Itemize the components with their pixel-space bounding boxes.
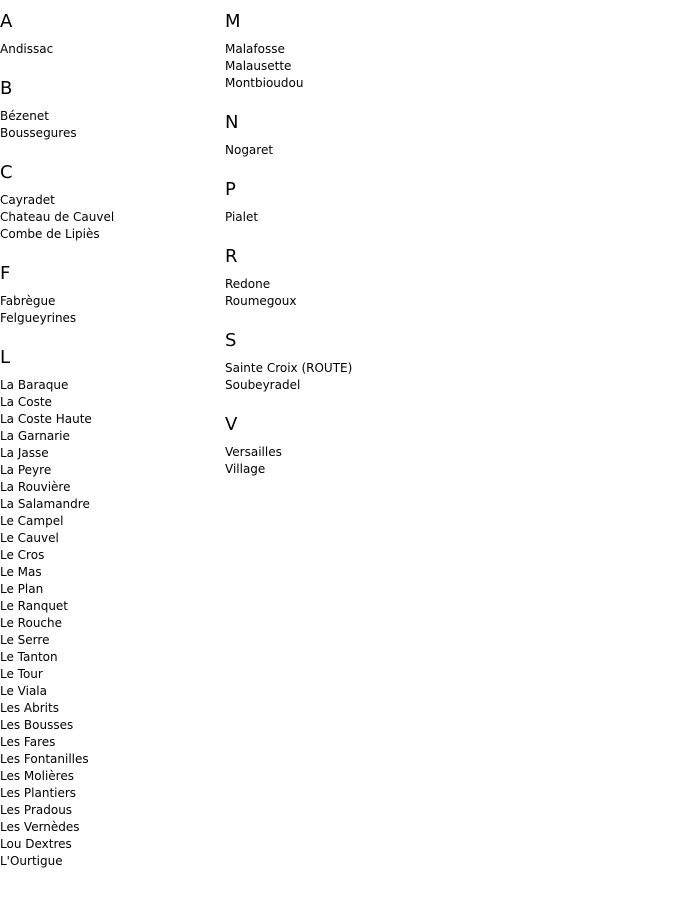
letter-group-v <box>225 414 525 478</box>
place-link[interactable]: Le Campel <box>0 514 64 528</box>
letter-group-c <box>0 162 220 243</box>
place-list <box>225 276 525 310</box>
place-list <box>0 377 220 870</box>
place-link[interactable]: Le Mas <box>0 565 42 579</box>
letter-group-a <box>0 11 220 58</box>
place-link[interactable]: La Rouvière <box>0 480 71 494</box>
place-link[interactable]: La Coste <box>0 395 52 409</box>
letter-group-f <box>0 263 220 327</box>
place-link[interactable]: Le Tanton <box>0 650 58 664</box>
place-link[interactable]: Andissac <box>0 42 54 56</box>
place-list <box>0 192 220 243</box>
letter-group-p <box>225 179 525 226</box>
place-link[interactable]: La Peyre <box>0 463 52 477</box>
place-link[interactable]: Cayradet <box>0 193 55 207</box>
place-link[interactable]: Le Serre <box>0 633 50 647</box>
place-link[interactable]: Les Fontanilles <box>0 752 89 766</box>
letter-heading: P <box>225 179 236 200</box>
place-link[interactable]: Boussegures <box>0 126 77 140</box>
place-link[interactable]: Felgueyrines <box>0 311 77 325</box>
letter-heading: B <box>0 78 13 99</box>
letter-group-n <box>225 112 525 159</box>
index-column-left <box>0 0 220 870</box>
letter-group-s <box>225 330 525 394</box>
place-link[interactable]: Le Plan <box>0 582 44 596</box>
place-link[interactable]: Les Bousses <box>0 718 74 732</box>
place-link[interactable]: Les Abrits <box>0 701 59 715</box>
place-list <box>0 108 220 142</box>
letter-heading: V <box>225 414 238 435</box>
place-link[interactable]: Malafosse <box>225 42 285 56</box>
place-link[interactable]: La Garnarie <box>0 429 70 443</box>
place-link[interactable]: Sainte Croix (ROUTE) <box>225 361 353 375</box>
place-link[interactable]: Roumegoux <box>225 294 297 308</box>
letter-heading: R <box>225 246 238 267</box>
place-list <box>0 293 220 327</box>
place-link[interactable]: La Baraque <box>0 378 69 392</box>
place-link[interactable]: Bézenet <box>0 109 49 123</box>
place-link[interactable]: Combe de Lipiès <box>0 227 100 241</box>
letter-heading: N <box>225 112 239 133</box>
place-list <box>225 142 525 159</box>
place-link[interactable]: Nogaret <box>225 143 274 157</box>
place-link[interactable]: Montbioudou <box>225 76 304 90</box>
place-link[interactable]: Les Vernèdes <box>0 820 80 834</box>
place-link[interactable]: Les Pradous <box>0 803 73 817</box>
place-link[interactable]: Les Plantiers <box>0 786 77 800</box>
letter-group-m <box>225 11 525 92</box>
place-list <box>225 41 525 92</box>
place-link[interactable]: Village <box>225 462 266 476</box>
letter-heading: A <box>0 11 13 32</box>
place-link[interactable]: L'Ourtigue <box>0 854 63 868</box>
place-list <box>225 444 525 478</box>
letter-heading: M <box>225 11 241 32</box>
letter-group-r <box>225 246 525 310</box>
place-link[interactable]: La Salamandre <box>0 497 90 511</box>
place-link[interactable]: Malausette <box>225 59 292 73</box>
place-link[interactable]: Versailles <box>225 445 282 459</box>
place-link[interactable]: La Jasse <box>0 446 49 460</box>
place-link[interactable]: Le Cros <box>0 548 45 562</box>
place-link[interactable]: Pialet <box>225 210 259 224</box>
place-link[interactable]: Le Cauvel <box>0 531 59 545</box>
letter-group-b <box>0 78 220 142</box>
letter-heading: C <box>0 162 13 183</box>
place-link[interactable]: Le Tour <box>0 667 43 681</box>
letter-group-l <box>0 347 220 870</box>
place-list <box>225 209 525 226</box>
place-list <box>225 360 525 394</box>
place-link[interactable]: Le Ranquet <box>0 599 69 613</box>
place-link[interactable]: Redone <box>225 277 271 291</box>
place-link[interactable]: Le Rouche <box>0 616 63 630</box>
place-link[interactable]: Lou Dextres <box>0 837 72 851</box>
place-link[interactable]: Les Molières <box>0 769 74 783</box>
place-link[interactable]: Le Viala <box>0 684 47 698</box>
place-link[interactable]: Les Fares <box>0 735 56 749</box>
place-list <box>0 41 220 58</box>
index-column-right <box>225 0 525 478</box>
letter-heading: S <box>225 330 237 351</box>
letter-heading: L <box>0 347 11 368</box>
place-link[interactable]: Chateau de Cauvel <box>0 210 115 224</box>
place-link[interactable]: La Coste Haute <box>0 412 92 426</box>
place-link[interactable]: Fabrègue <box>0 294 56 308</box>
place-link[interactable]: Soubeyradel <box>225 378 301 392</box>
letter-heading: F <box>0 263 11 284</box>
